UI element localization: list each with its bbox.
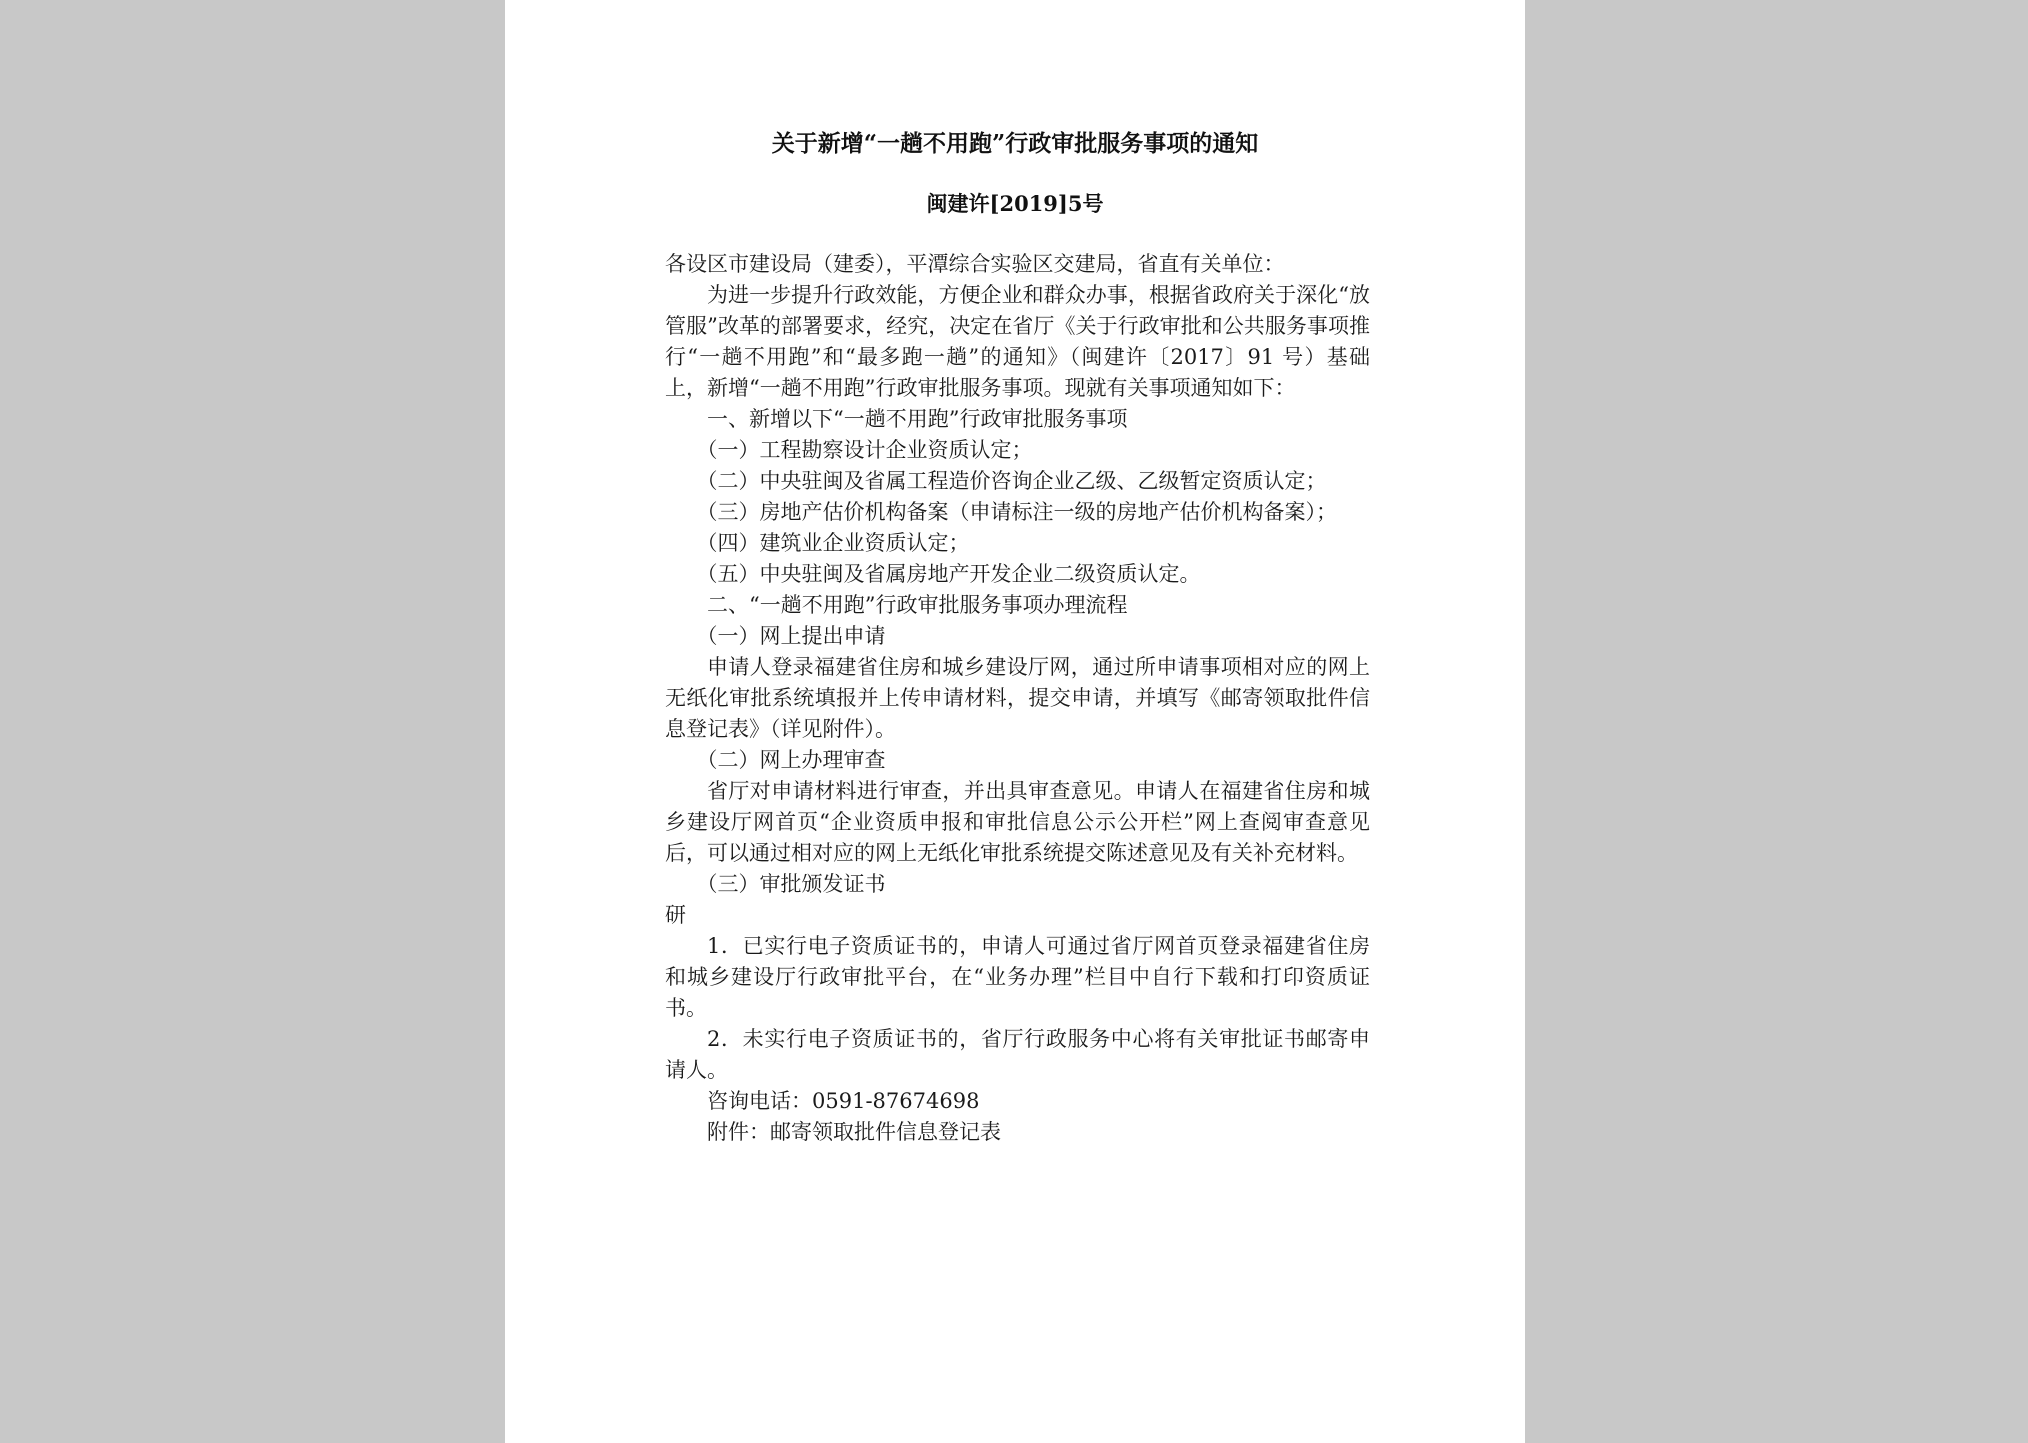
paragraph: 为进一步提升行政效能，方便企业和群众办事，根据省政府关于深化“放管服”改革的部署要求，经究，决定在省厅《关于行政审批和公共服务事项推行“一趟不用跑”和“最多跑一趟”的通知》（闽建许〔2017〕91 号）基础上，新增“一趟不用跑”行政审批服务事项。现就有关事项通知如下： <box>665 283 1370 400</box>
paragraph: （二）网上办理审查 <box>696 748 886 772</box>
document-page <box>505 0 1525 1443</box>
paragraph: （四）建筑业企业资质认定； <box>696 531 970 555</box>
document-number: 闽建许[2019]5号 <box>926 191 1104 216</box>
paragraph: 一、新增以下“一趟不用跑”行政审批服务事项 <box>707 407 1128 431</box>
paragraph: 2．未实行电子资质证书的，省厅行政服务中心将有关审批证书邮寄申请人。 <box>665 1027 1370 1082</box>
paragraph: （五）中央驻闽及省属房地产开发企业二级资质认定。 <box>696 562 1201 586</box>
paragraph: （三）房地产估价机构备案（申请标注一级的房地产估价机构备案）； <box>696 500 1337 524</box>
paragraph: 咨询电话：0591-87674698 <box>707 1089 980 1113</box>
paragraph: （一）工程勘察设计企业资质认定； <box>696 438 1033 462</box>
paragraph: 申请人登录福建省住房和城乡建设厅网，通过所申请事项相对应的网上无纸化审批系统填报并上传申请材料，提交申请，并填写《邮寄领取批件信息登记表》（详见附件）。 <box>665 655 1370 741</box>
paragraph: 省厅对申请材料进行审查，并出具审查意见。申请人在福建省住房和城乡建设厅网首页“企业资质申报和审批信息公示公开栏”网上查阅审查意见后，可以通过相对应的网上无纸化审批系统提交陈述意见及有关补充材料。 <box>665 779 1370 865</box>
paragraph: 附件：邮寄领取批件信息登记表 <box>707 1120 1001 1144</box>
paragraph: （二）中央驻闽及省属工程造价咨询企业乙级、乙级暂定资质认定； <box>696 469 1327 493</box>
paragraph: 1．已实行电子资质证书的，申请人可通过省厅网首页登录福建省住房和城乡建设厅行政审批平台，在“业务办理”栏目中自行下载和打印资质证书。 <box>665 934 1370 1020</box>
paragraph: 各设区市建设局（建委），平潭综合实验区交建局，省直有关单位： <box>665 252 1285 276</box>
paragraph: （三）审批颁发证书 <box>696 872 886 896</box>
paragraph: 二、“一趟不用跑”行政审批服务事项办理流程 <box>707 593 1128 617</box>
document-title: 关于新增“一趟不用跑”行政审批服务事项的通知 <box>771 130 1259 157</box>
document-body <box>665 249 1370 1148</box>
paragraph: （一）网上提出申请 <box>696 624 886 648</box>
paragraph: 研 <box>665 903 686 927</box>
